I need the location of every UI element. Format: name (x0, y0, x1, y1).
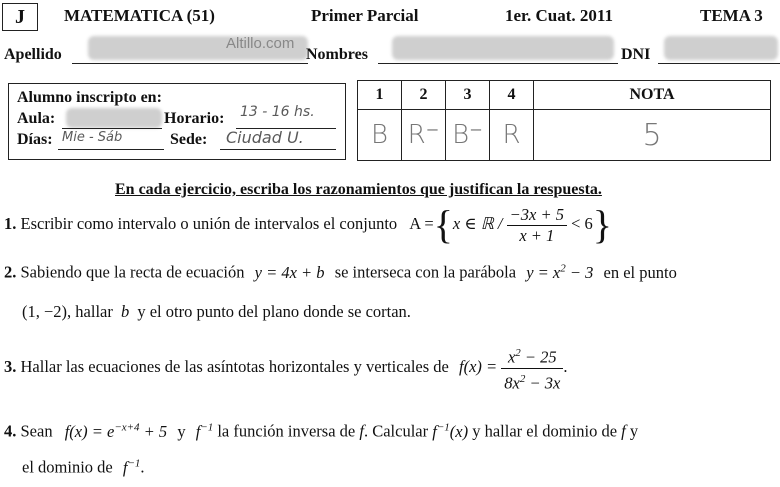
names-line (378, 63, 618, 64)
exam-term: 1er. Cuat. 2011 (505, 6, 613, 25)
exercise-2-text-a: Sabiendo que la recta de ecuación (20, 262, 245, 282)
exercise-2-line-equation: y = 4x + b (254, 262, 325, 282)
grades-marks-row (358, 110, 771, 161)
exercise-1-left-brace: { (433, 202, 453, 248)
instruction-text: En cada ejercicio, escriba los razonamientos que justifican la respuesta. (115, 181, 602, 198)
sede-value: Ciudad U. (226, 128, 304, 147)
names-label: Nombres (306, 46, 368, 63)
version-letter: J (15, 6, 25, 28)
exercise-4-inverse-2-exponent: −1 (127, 457, 141, 469)
exercise-1-denominator: x + 1 (519, 225, 555, 245)
exercise-3-end: . (563, 357, 568, 376)
grades-header-row (358, 81, 771, 110)
exercise-4-f2: f (621, 421, 626, 441)
exercise-3-den-exponent: 2 (519, 372, 526, 385)
watermark: Altillo.com (226, 35, 295, 52)
exercise-4-inverse-x-tail: (x) (449, 421, 469, 441)
exercise-2-parabola-tail: − 3 (565, 262, 594, 282)
exercise-4-f: f (359, 421, 364, 441)
exercise-3-den-base: 8x (504, 373, 520, 393)
exercise-3-num-tail: − 25 (520, 347, 557, 367)
exercise-2-point: (1, −2) (22, 302, 68, 321)
horario-label: Horario: (164, 110, 225, 127)
exercise-2-text-d: , hallar (67, 302, 113, 321)
dni-redaction (664, 36, 778, 60)
dias-label: Días: (17, 131, 53, 148)
exercise-4-end: . (140, 457, 145, 477)
exercise-2-text-b: se interseca con la parábola (334, 262, 517, 282)
exam-name: Primer Parcial (311, 6, 419, 25)
exercise-3-num-exponent: 2 (515, 347, 521, 360)
exercise-2-text-e: y el otro punto del plano donde se cortan. (137, 302, 411, 321)
exercise-1-fraction (507, 205, 567, 246)
surname-label: Apellido (4, 46, 62, 63)
exercise-1 (4, 199, 612, 249)
exercise-3-numerator (501, 343, 563, 369)
grade-header-4: 4 (490, 81, 534, 110)
exercise-4-line-2 (22, 457, 145, 478)
exercise-1-set-member: x ∈ ℝ / (452, 214, 503, 233)
aula-line (62, 128, 162, 129)
exercise-2-line-1 (4, 262, 677, 283)
exercise-3-fraction (501, 343, 563, 393)
exercise-4-inverse (196, 422, 214, 441)
exercise-1-right-brace: } (592, 202, 612, 248)
grade-mark-nota: 5 (534, 110, 771, 161)
exercise-4-inverse-2-f: f (122, 457, 128, 477)
exercise-3-func: f(x) = (459, 357, 498, 376)
exercise-4-func-base: f(x) = e (64, 421, 115, 441)
exercise-1-text: Escribir como intervalo o unión de intervalos el conjunto (20, 214, 398, 233)
subject-title: MATEMATICA (51) (64, 6, 215, 25)
exercise-3-den-tail: − 3x (525, 373, 561, 393)
dni-line (658, 63, 780, 64)
dias-value: Mie - Sáb (62, 130, 123, 145)
exercise-4-number: 4. (4, 421, 17, 441)
exercise-2-line-2 (22, 302, 411, 322)
exercise-4-text-c: la función inversa de (217, 421, 356, 441)
grade-header-2: 2 (402, 81, 446, 110)
exercise-4-text-d: . Calcular (363, 421, 429, 441)
sede-line (220, 149, 336, 150)
surname-line (72, 63, 308, 64)
exercise-3-num-base: x (507, 347, 516, 367)
exercise-4-func (65, 422, 167, 441)
grade-header-3: 3 (446, 81, 490, 110)
exercise-4-text-b: y (177, 421, 186, 441)
exercise-4-inverse-2 (123, 458, 141, 477)
exercise-1-numerator: −3x + 5 (507, 205, 567, 226)
grade-header-1: 1 (358, 81, 402, 110)
exercise-3 (4, 342, 567, 393)
exercise-2-parabola-equation (526, 263, 593, 282)
exercise-4-line-1 (4, 421, 638, 442)
exercise-4-inverse-x-exponent: −1 (436, 421, 450, 433)
grade-mark-3: B⁻ (446, 110, 490, 161)
exercise-1-set-lhs: A = (409, 214, 434, 233)
sede-label: Sede: (170, 131, 208, 148)
exercise-2-var-b: b (120, 302, 130, 321)
dni-label: DNI (621, 46, 651, 63)
grade-mark-1: B (358, 110, 402, 161)
names-redaction (392, 36, 614, 60)
exercise-2-parabola-base: y = x (526, 262, 561, 282)
exercise-1-number: 1. (4, 214, 17, 233)
dias-line (58, 149, 164, 150)
aula-redaction (66, 108, 162, 128)
exercise-4-inverse-x-f: f (432, 421, 437, 441)
exercise-4-inverse-x (432, 422, 468, 441)
exercise-2-parabola-exponent: 2 (560, 262, 566, 274)
exercise-2-number: 2. (4, 262, 17, 282)
grade-header-nota: NOTA (534, 81, 771, 110)
exercise-4-text-g: el dominio de (22, 457, 113, 477)
grades-table (357, 80, 771, 161)
exam-theme: TEMA 3 (700, 6, 763, 25)
exercise-4-inverse-exponent: −1 (200, 421, 214, 433)
exercise-4-inverse-f: f (195, 421, 201, 441)
exercise-3-denominator (501, 369, 563, 394)
exercise-2-text-c: en el punto (603, 262, 677, 282)
version-letter-box (2, 3, 38, 31)
exercise-4-text-f: y (629, 421, 639, 441)
exercise-3-text: Hallar las ecuaciones de las asíntotas horizontales y verticales de (20, 357, 449, 376)
exercise-4-text-a: Sean (20, 421, 53, 441)
exercise-4-text-e: y hallar el dominio de (472, 421, 618, 441)
exercise-4-func-exponent: −x+4 (114, 421, 140, 433)
grade-mark-2: R⁻ (402, 110, 446, 161)
grade-mark-4: R (490, 110, 534, 161)
exercise-4-func-tail: + 5 (139, 421, 168, 441)
aula-label: Aula: (17, 110, 56, 127)
horario-value: 13 - 16 hs. (240, 104, 315, 120)
exercise-1-inequality: < 6 (571, 214, 593, 233)
exercise-3-number: 3. (4, 357, 17, 376)
student-box-title: Alumno inscripto en: (17, 89, 162, 106)
